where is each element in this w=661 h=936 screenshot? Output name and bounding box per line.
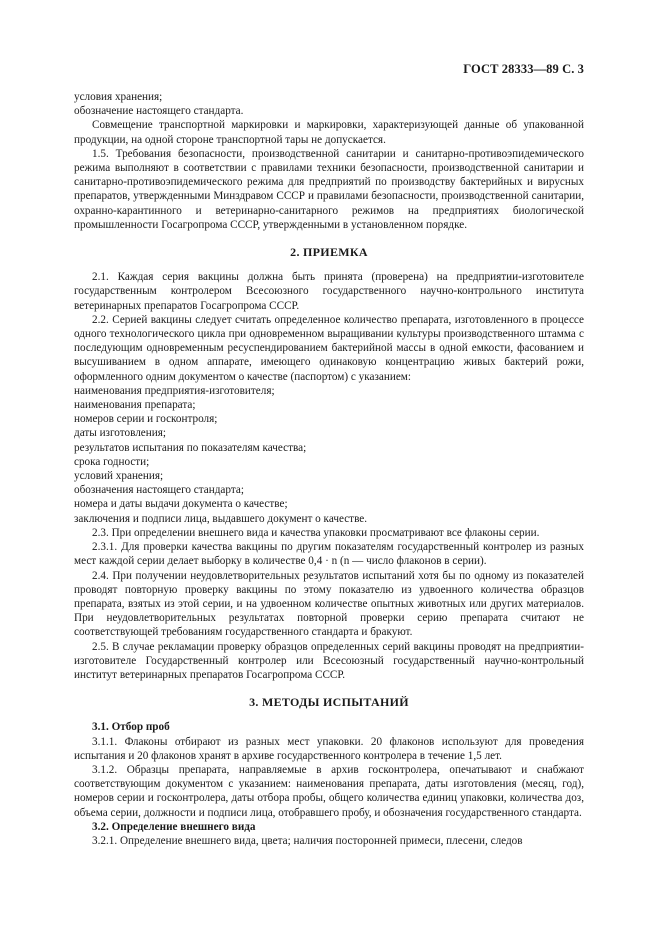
- subsection-heading-3-2: 3.2. Определение внешнего вида: [92, 820, 256, 833]
- paragraph-2-3: 2.3. При определении внешнего вида и качества упаковки просматривают все флаконы серии.: [92, 526, 540, 539]
- paragraph-2-4: 2.4. При получении неудовлетворительных результатов испытаний хотя бы по одному из показателей проводят повторную проверку вакцины по этому показателю из удвоенного количества образцов препарата, взятых из этой серии, и на удвоенном количестве опытных животных или других материалов. При неудовлетворительных результатах повторной проверки серию препарата считают не соответствующей требованиям государственного стандарта и бракуют.: [74, 569, 584, 639]
- list-item: заключения и подписи лица, выдавшего документ о качестве.: [74, 512, 368, 525]
- section-title-3: 3. МЕТОДЫ ИСПЫТАНИЙ: [249, 695, 409, 710]
- list-item: результатов испытания по показателям качества;: [74, 441, 307, 454]
- subsection-heading-3-1: 3.1. Отбор проб: [92, 721, 170, 734]
- list-item: даты изготовления;: [74, 427, 166, 440]
- paragraph-2-5: 2.5. В случае рекламации проверку образцов определенных серий вакцины проводят на предприятии-изготовителе Государственный контролер или Всесоюзный государственный научно-контрольный институт ветеринарных препаратов Госагропрома СССР.: [74, 640, 584, 681]
- list-item: обозначения настоящего стандарта;: [74, 484, 244, 497]
- list-item: условия хранения;: [74, 91, 163, 103]
- section-title-2: 2. ПРИЕМКА: [290, 245, 368, 260]
- list-item: номеров серии и госконтроля;: [74, 413, 218, 426]
- list-item: номера и даты выдачи документа о качестве;: [74, 498, 288, 511]
- paragraph-3-2-1: 3.2.1. Определение внешнего вида, цвета; наличия посторонней примеси, плесени, следов: [92, 834, 523, 847]
- list-item: обозначение настоящего стандарта.: [74, 105, 244, 118]
- paragraph-3-1-2: 3.1.2. Образцы препарата, направляемые в архив госконтролера, опечатывают и снабжают соответствующим документом с указанием: наименования препарата, даты изготовления (месяц, год), номеров серии и госконтролера, даты отбора пробы, общего количества единиц упаковки, количества доз, объема серии, должности и подписи лица, отобравшего пробу, и обозначения государственного стандарта.: [74, 763, 584, 819]
- paragraph: Совмещение транспортной маркировки и маркировки, характеризующей данные об упакованной продукции, на одной стороне транспортной тары не допускается.: [74, 119, 584, 146]
- list-item: наименования предприятия-изготовителя;: [74, 384, 275, 397]
- list-item: срока годности;: [74, 455, 150, 468]
- running-header: ГОСТ 28333—89 С. 3: [463, 62, 584, 76]
- list-item: условий хранения;: [74, 470, 164, 483]
- paragraph-3-1-1: 3.1.1. Флаконы отбирают из разных мест упаковки. 20 флаконов используют для проведения испытания и 20 флаконов хранят в архиве государственного контролера в течение 1,5 лет.: [74, 735, 584, 762]
- paragraph-2-2: 2.2. Серией вакцины следует считать определенное количество препарата, изготовленного в процессе одного технологического цикла при одновременном выращивании культуры производственного штамма с последующим одновременным ресуспендированием бактерийной массы в одной емкости, фасованием и высушиванием в одном аппарате, имеющего одинаковую концентрацию живых бактерий рожи, оформленного одним документом о качестве (паспортом) с указанием:: [74, 313, 584, 383]
- paragraph-2-1: 2.1. Каждая серия вакцины должна быть принята (проверена) на предприятии-изготовителе государственным контролером Всесоюзного государственного научно-контрольного института ветеринарных препаратов Госагропрома СССР.: [74, 271, 584, 312]
- paragraph-1-5: 1.5. Требования безопасности, производственной санитарии и санитарно-противоэпидемического режима выполняют в соответствии с правилами техники безопасности, производственной санитарии и санитарно-противоэпидемического режима для предприятий по производству бактерийных и вирусных препаратов, утвержденными Минздравом СССР и правилами безопасности, производственной санитарии, охранно-карантинного и ветеринарно-санитарного режимов на предприятиях биологической промышленности Госагропрома СССР, утвержденными в установленном порядке.: [74, 147, 584, 231]
- list-item: наименования препарата;: [74, 399, 196, 412]
- paragraph-2-3-1: 2.3.1. Для проверки качества вакцины по другим показателям государственный контролер из разных мест каждой серии делает выборку в количестве 0,4 · n (n — число флаконов в серии).: [74, 541, 584, 568]
- document-body: [74, 90, 584, 848]
